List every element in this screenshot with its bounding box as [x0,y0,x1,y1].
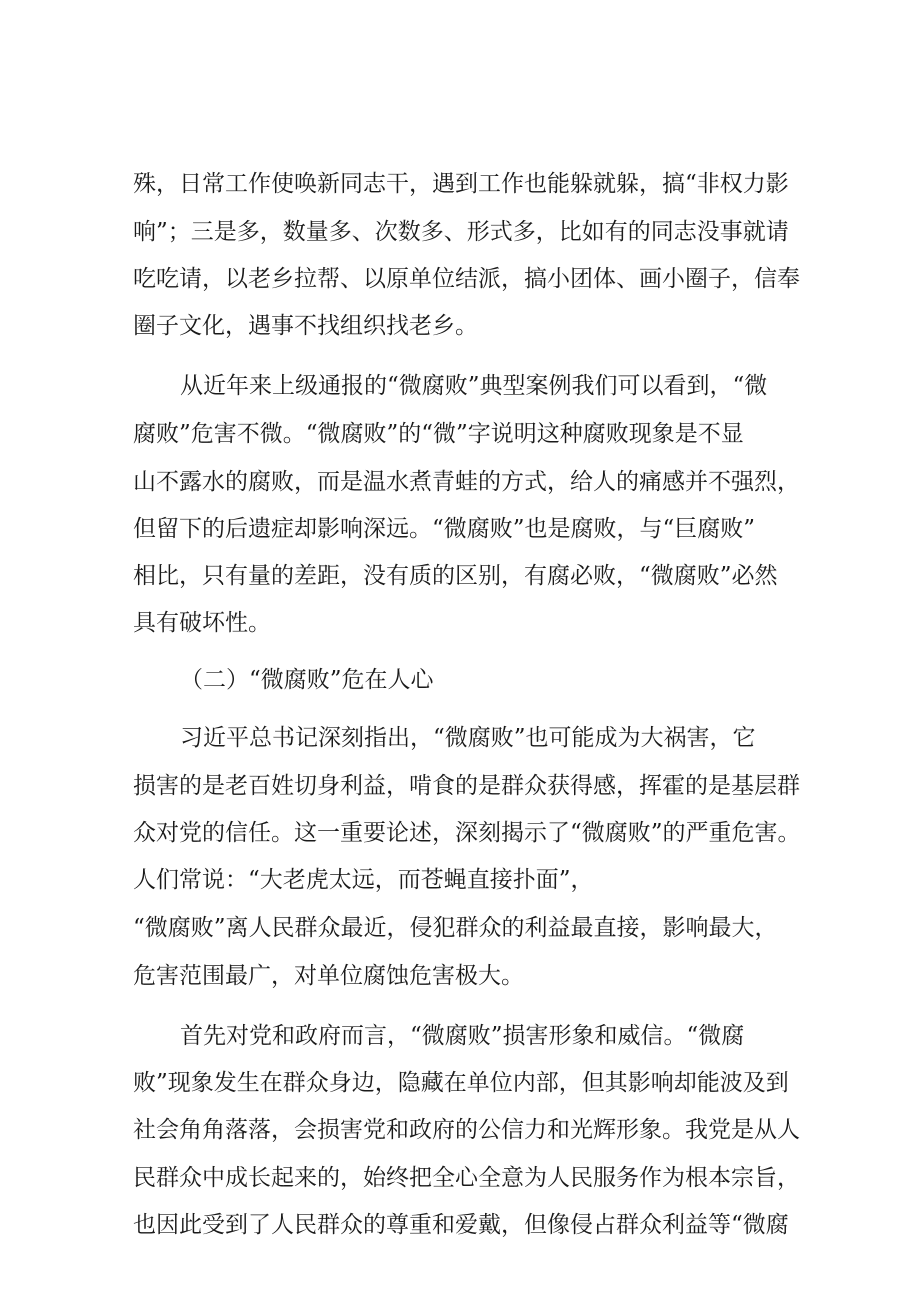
paragraph-1-line-2: 响”；三是多，数量多、次数多、形式多，比如有的同志没事就请 [133,219,789,245]
section-heading: （二）“微腐败”危在人心 [180,667,434,693]
paragraph-3-line-6: 危害范围最广，对单位腐蚀危害极大。 [133,963,524,989]
paragraph-3-line-2: 损害的是老百姓切身利益，啃食的是群众获得感，挥霍的是基层群 [133,773,800,799]
paragraph-2-line-2: 腐败”危害不微。“微腐败”的“微”字说明这种腐败现象是不显 [133,421,744,447]
paragraph-2-line-6: 具有破坏性。 [133,610,271,636]
paragraph-3-line-5: “微腐败”离人民群众最近，侵犯群众的利益最直接，影响最大， [133,915,778,941]
paragraph-1-line-4: 圈子文化，遇事不找组织找老乡。 [133,313,478,339]
paragraph-3-line-3: 众对党的信任。这一重要论述，深刻揭示了“微腐败”的严重危害。 [133,820,801,846]
paragraph-4-line-2: 败”现象发生在群众身边，隐藏在单位内部，但其影响却能波及到 [133,1070,789,1096]
paragraph-4-line-1: 首先对党和政府而言，“微腐败”损害形象和威信。“微腐 [180,1023,745,1049]
paragraph-3-line-1: 习近平总书记深刻指出，“微腐败”也可能成为大祸害，它 [180,725,756,751]
paragraph-4-line-5: 也因此受到了人民群众的尊重和爱戴，但像侵占群众利益等“微腐 [133,1212,789,1238]
paragraph-2-line-3: 山不露水的腐败，而是温水煮青蛙的方式，给人的痛感并不强烈， [133,469,800,495]
paragraph-2-line-1: 从近年来上级通报的“微腐败”典型案例我们可以看到，“微 [180,373,768,399]
paragraph-1-line-3: 吃吃请，以老乡拉帮、以原单位结派，搞小团体、画小圈子，信奉 [133,266,800,292]
paragraph-4-line-3: 社会角角落落，会损害党和政府的公信力和光辉形象。我党是从人 [133,1117,800,1143]
paragraph-2-line-5: 相比，只有量的差距，没有质的区别，有腐必败，“微腐败”必然 [133,563,778,589]
paragraph-3-line-4: 人们常说：“大老虎太远，而苍蝇直接扑面”， [133,867,594,893]
paragraph-1-line-1: 殊，日常工作使唤新同志干，遇到工作也能躲就躲，搞“非权力影 [133,171,789,197]
paragraph-4-line-4: 民群众中成长起来的，始终把全心全意为人民服务作为根本宗旨， [133,1165,800,1191]
paragraph-2-line-4: 但留下的后遗症却影响深远。“微腐败”也是腐败，与“巨腐败” [133,516,756,542]
